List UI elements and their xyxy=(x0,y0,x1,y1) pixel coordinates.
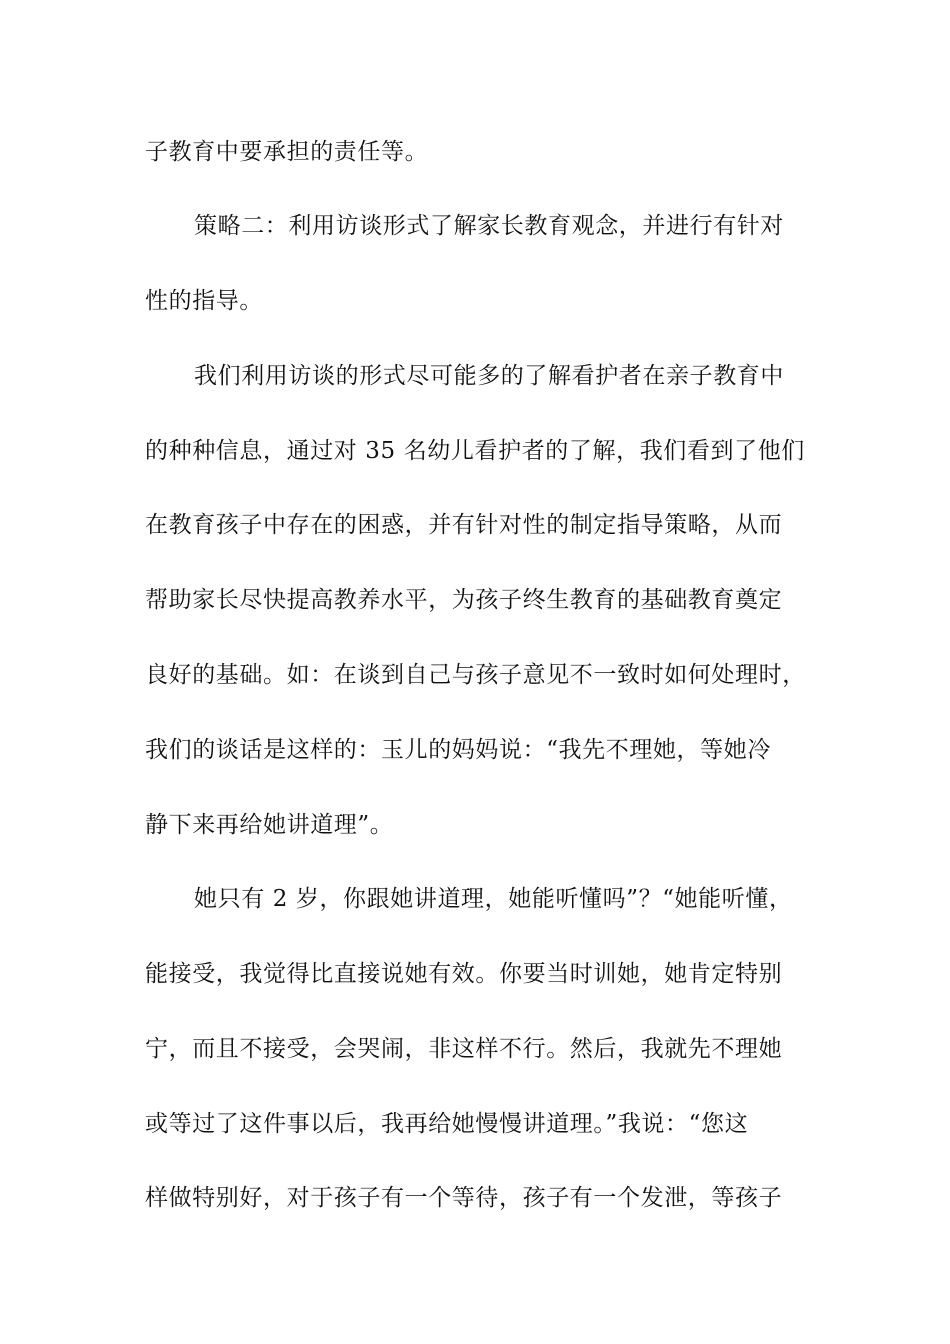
text-line: 或等过了这件事以后，我再给她慢慢讲道理。”我说：“您这 xyxy=(145,1111,749,1137)
text-line: 策略二：利用访谈形式了解家长教育观念，并进行有针对 xyxy=(194,213,784,239)
text-line: 的种种信息，通过对 35 名幼儿看护者的了解，我们看到了他们 xyxy=(145,438,805,464)
text-line: 帮助家长尽快提高教养水平，为孩子终生教育的基础教育奠定 xyxy=(145,587,783,613)
text-line: 宁，而且不接受，会哭闹，非这样不行。然后，我就先不理她 xyxy=(145,1036,783,1062)
text-line: 在教育孩子中存在的困惑，并有针对性的制定指导策略，从而 xyxy=(145,512,783,538)
text-line: 子教育中要承担的责任等。 xyxy=(145,139,429,165)
text-line: 静下来再给她讲道理”。 xyxy=(145,812,394,838)
text-line: 能接受，我觉得比直接说她有效。你要当时训她，她肯定特别 xyxy=(145,961,783,987)
text-line: 我们利用访谈的形式尽可能多的了解看护者在亲子教育中 xyxy=(194,363,784,389)
text-line: 她只有 2 岁，你跟她讲道理，她能听懂吗”？“她能听懂， xyxy=(194,886,793,912)
text-line: 样做特别好，对于孩子有一个等待，孩子有一个发泄，等孩子 xyxy=(145,1185,783,1211)
text-line: 良好的基础。如：在谈到自己与孩子意见不一致时如何处理时， xyxy=(145,662,806,688)
text-line: 性的指导。 xyxy=(145,288,263,314)
text-line: 我们的谈话是这样的：玉儿的妈妈说：“我先不理她，等她冷 xyxy=(145,737,771,763)
